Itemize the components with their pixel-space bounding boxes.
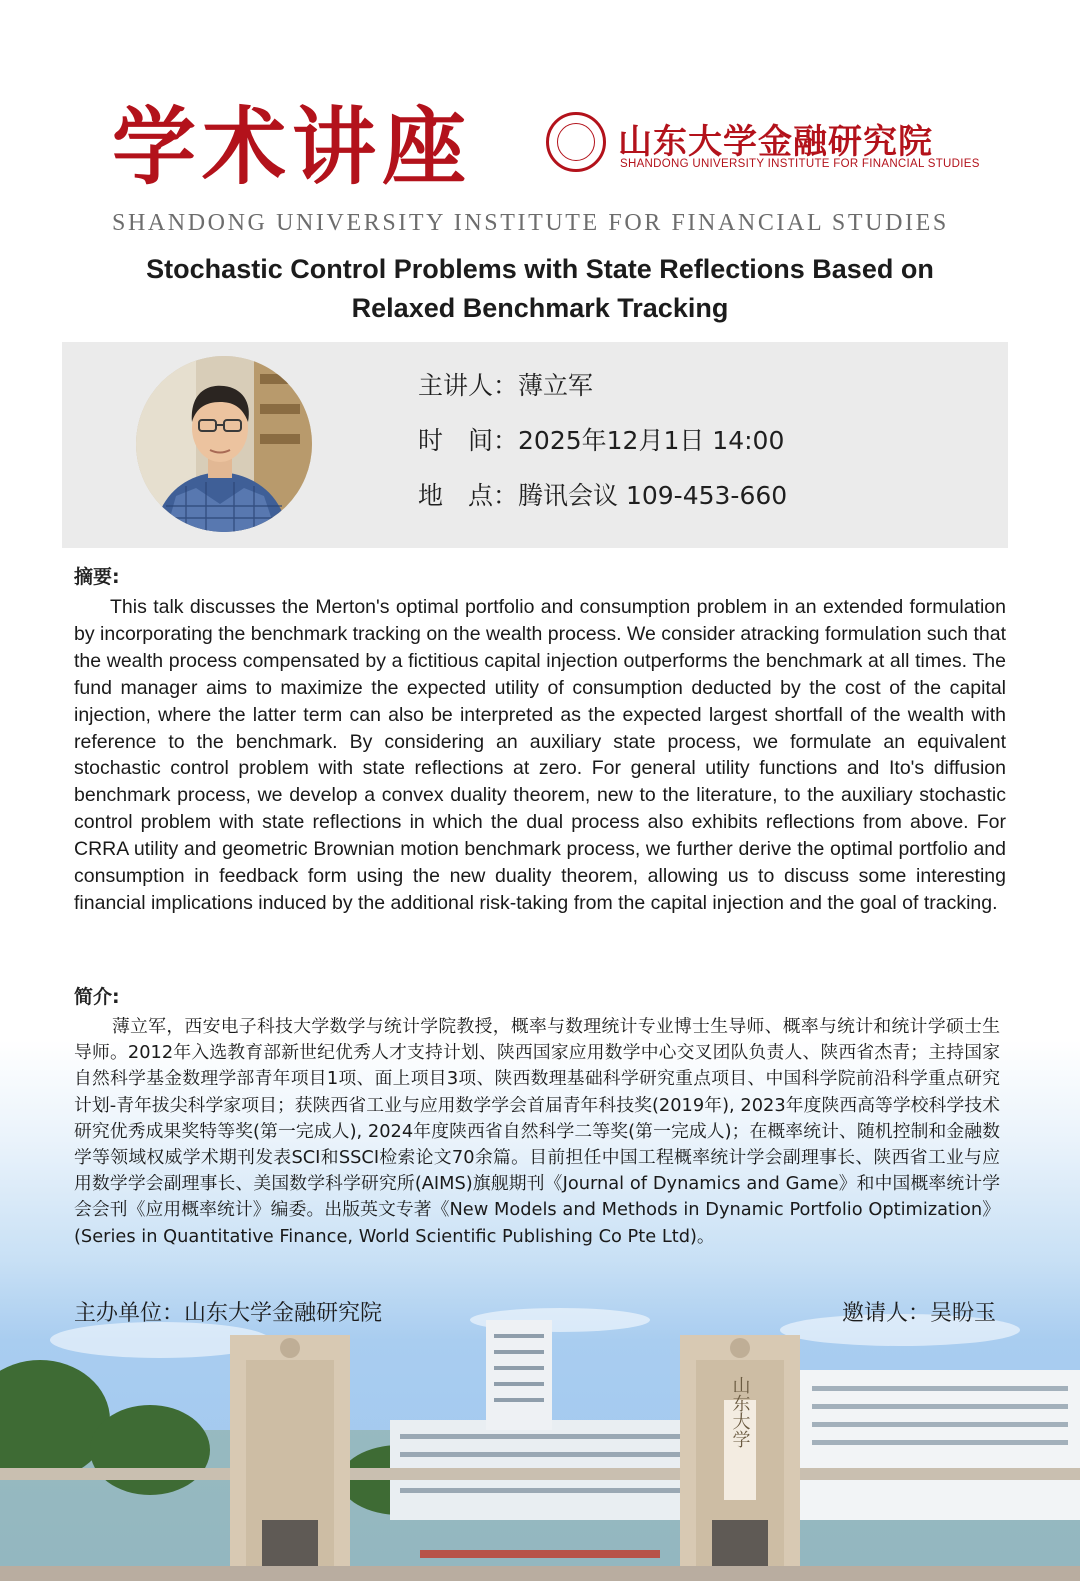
abstract-text: This talk discusses the Merton's optimal portfolio and consumption problem in an extended formulation by incorporating the benchmark tracking on the wealth process. We consider atracking formulation such that the wealth process compensated by a fictitious capital injection outperforms the benchmark at all times. The fund manager aims to maximize the expected utility of consumption deducted by the cost of the capital injection, where the latter term can also be interpreted as the expected largest shortfall of the wealth with reference to the benchmark. By considering an auxiliary state process, we formulate an equivalent stochastic control problem with state reflections at zero. For general utility functions and Ito's diffusion benchmark process, we develop a convex duality theorem, new to the literature, to the auxiliary stochastic control problem with state reflections in which the dual process also exhibits reflections from above. For CRRA utility and geometric Brownian motion benchmark process, we further derive the optimal portfolio and consumption in feedback form using the new duality theorem, allowing us to discuss some interesting financial implications induced by the additional risk-taking from the capital injection and the goal of tracking. xyxy=(74,596,1006,914)
speaker-name: 薄立军 xyxy=(518,371,594,400)
place-row xyxy=(418,476,787,512)
speaker-photo-illustration xyxy=(136,356,312,532)
place-value: 腾讯会议 109-453-660 xyxy=(518,481,788,510)
campus-gate-sign: 山东大学 xyxy=(729,1376,751,1448)
inviter-value: 吴盼玉 xyxy=(929,1301,996,1326)
place-label: 地 点： xyxy=(418,481,519,510)
speaker-row xyxy=(418,366,593,402)
abstract-label: 摘要: xyxy=(74,566,120,588)
talk-title-line-1: Stochastic Control Problems with State Reflections Based on xyxy=(146,254,934,284)
bio-text: 薄立军，西安电子科技大学数学与统计学院教授，概率与数理统计专业博士生导师、概率与统计和统计学硕士生导师。2012年入选教育部新世纪优秀人才支持计划、陕西国家应用数学中心交叉团队负责人、陕西省杰青；主持国家自然科学基金数理学部青年项目1项、面上项目3项、陕西数理基础科学研究重点项目、中国科学院前沿科学重点研究计划-青年拔尖科学家项目；获陕西省工业与应用数学学会首届青年科技奖(2019年), 2023年度陕西高等学校科学技术研究优秀成果奖特等奖(第一完成人), 2024年度陕西省自然科学二等奖(第一完成人)；在概率统计、随机控制和金融数学等领域权威学术期刊发表SCI和SSCI检索论文70余篇。目前担任中国工程概率统计学会副理事长、陕西省工业与应用数学学会副理事长、美国数学科学研究所(AIMS)旗舰期刊《Journal of Dynamics and Game》和中国概率统计学会会刊《应用概率统计》编委。出版英文专著《New Models and Methods in Dynamic Portfolio Optimization》 (Series in Quantitative Finance, World Scientific Publishing Co Pte Ltd)。 xyxy=(74,1016,1000,1247)
institute-logo-name: 山东大学金融研究院 xyxy=(618,122,933,162)
time-label: 时 间： xyxy=(418,426,519,455)
inviter xyxy=(842,1296,996,1327)
talk-title-line-2: Relaxed Benchmark Tracking xyxy=(351,293,729,323)
organizer-value: 山东大学金融研究院 xyxy=(184,1301,383,1326)
speaker-label: 主讲人： xyxy=(418,371,519,400)
inviter-label: 邀请人： xyxy=(841,1301,930,1326)
organizer-label: 主办单位： xyxy=(74,1301,185,1326)
campus-gate-illustration xyxy=(0,1300,1080,1581)
institute-logo-subtitle: SHANDONG UNIVERSITY INSTITUTE FOR FINANCIAL STUDIES xyxy=(620,158,980,170)
seal-inner-ring xyxy=(557,123,595,161)
university-seal-icon xyxy=(546,112,606,172)
organizer xyxy=(74,1296,382,1327)
institute-name-banner: SHANDONG UNIVERSITY INSTITUTE FOR FINANCIAL STUDIES xyxy=(112,210,949,236)
time-value: 2025年12月1日 14:00 xyxy=(518,426,785,455)
bio-label: 简介: xyxy=(74,986,120,1008)
speaker-photo xyxy=(136,356,312,532)
poster-title: 学术讲座 xyxy=(112,97,473,196)
time-row xyxy=(418,421,784,457)
talk-title xyxy=(80,250,1000,328)
